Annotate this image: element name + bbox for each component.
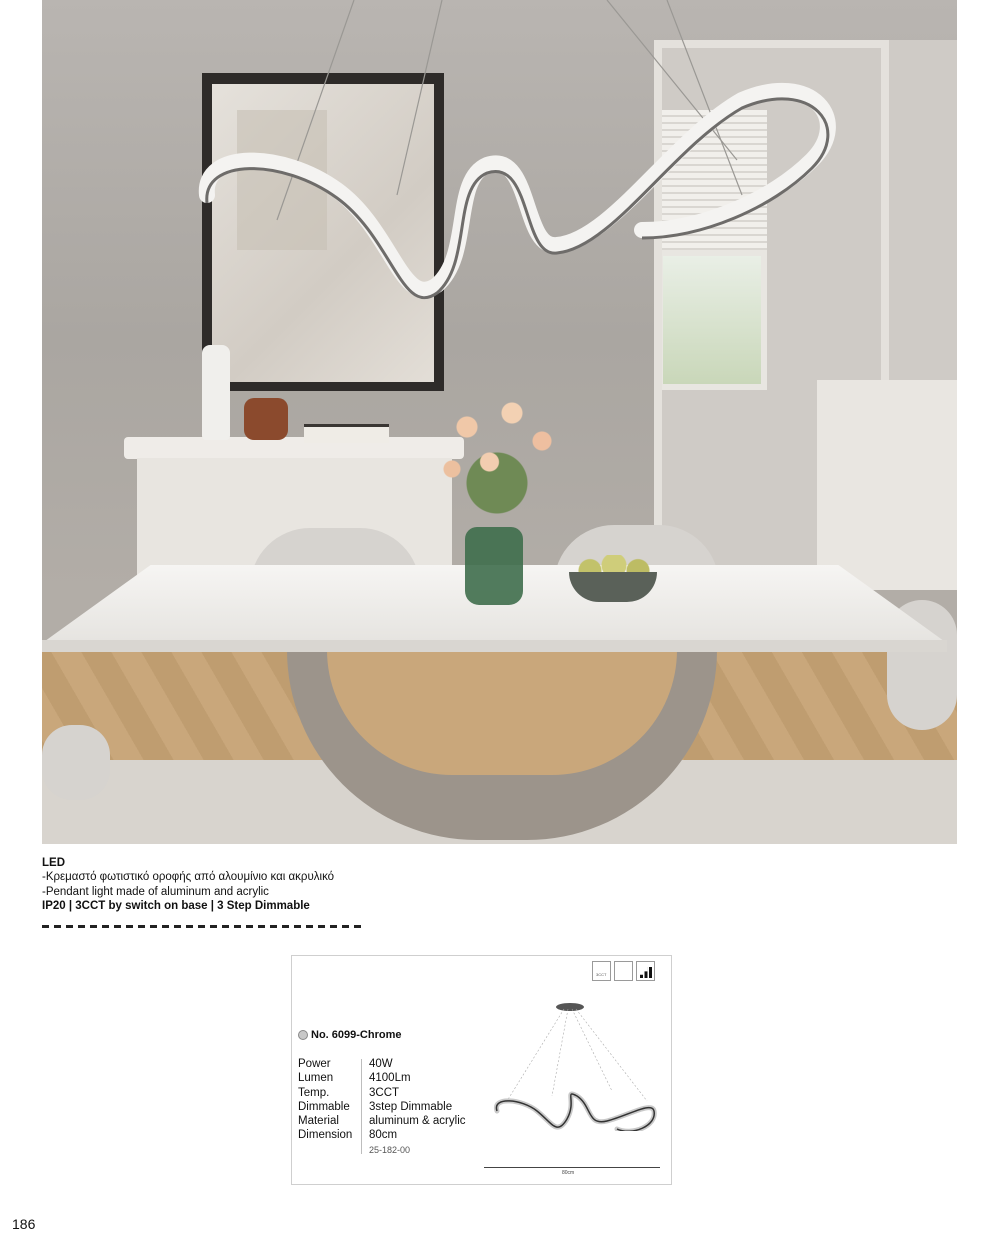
product-spec-card — [291, 955, 672, 1185]
chrome-swatch-icon — [298, 1030, 308, 1040]
spec-labels — [298, 1057, 352, 1143]
spec-values — [369, 1057, 466, 1143]
product-code: 25-182-00 — [369, 1145, 411, 1155]
page-number: 186 — [12, 1216, 36, 1232]
product-description — [42, 856, 334, 914]
feature-icons — [592, 961, 655, 981]
ceiling-canopy — [556, 1003, 584, 1011]
step-dimming-icon — [636, 961, 655, 981]
dimmable-switch-icon — [614, 961, 633, 981]
spec-label: Dimmable — [298, 1100, 350, 1113]
description-greek: -Κρεμαστό φωτιστικό οροφής από αλουμίνιο και ακρυλικό — [42, 871, 335, 884]
lamp-ribbon-core — [496, 1094, 654, 1131]
product-number-text: No. 6099-Chrome — [311, 1029, 402, 1041]
spec-label: Power — [298, 1058, 331, 1070]
dimension-label: 80cm — [562, 1170, 575, 1176]
product-number — [298, 1029, 401, 1041]
pendant-lamp-illustration — [42, 0, 957, 844]
feature-line: IP20 | 3CCT by switch on base | 3 Step Dimmable — [42, 900, 310, 913]
spec-value: 3step Dimmable — [369, 1100, 453, 1113]
product-type: LED — [42, 857, 65, 869]
dimension-line — [484, 1167, 660, 1168]
spec-label: Temp. — [298, 1086, 330, 1099]
spec-divider — [361, 1059, 362, 1154]
spec-value: aluminum & acrylic — [369, 1115, 466, 1128]
spec-label: Lumen — [298, 1072, 334, 1085]
spec-value: 80cm — [369, 1129, 398, 1142]
spec-label: Dimension — [298, 1129, 353, 1142]
3cct-icon-label: 3CCT — [596, 972, 607, 977]
spec-label: Material — [298, 1115, 339, 1128]
description-english: -Pendant light made of aluminum and acrylic — [42, 885, 269, 898]
spec-value: 4100Lm — [369, 1072, 411, 1085]
spec-value: 3CCT — [369, 1086, 400, 1099]
dashed-divider — [42, 925, 364, 928]
hero-photo — [42, 0, 957, 844]
spec-value: 40W — [369, 1058, 393, 1070]
3cct-switch-icon — [592, 961, 611, 981]
lamp-technical-drawing — [482, 1001, 667, 1131]
